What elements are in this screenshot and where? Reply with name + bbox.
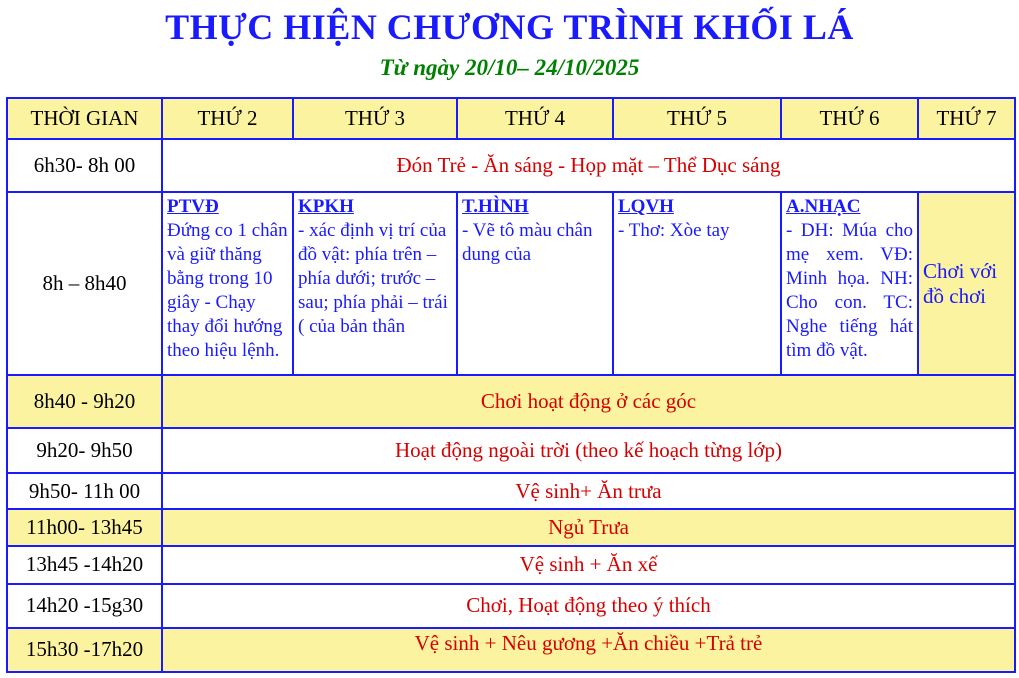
- header-wed: THỨ 4: [457, 98, 613, 139]
- table-row: [7, 473, 1015, 509]
- time-cell: 8h40 - 9h20: [7, 375, 162, 428]
- activity-cell: Ngủ Trưa: [162, 509, 1015, 545]
- lesson-detail: - DH: Múa cho mẹ xem. VĐ: Minh họa. NH: Cho con. TC: Nghe tiếng hát tìm đồ vật.: [786, 220, 913, 362]
- lesson-detail: - Vẽ tô màu chân dung của: [462, 220, 593, 266]
- time-cell: 9h50- 11h 00: [7, 473, 162, 509]
- header-tue: THỨ 3: [293, 98, 457, 139]
- schedule-table: [6, 97, 1016, 673]
- header-sat: THỨ 7: [918, 98, 1015, 139]
- time-cell: 9h20- 9h50: [7, 428, 162, 473]
- header-fri: THỨ 6: [781, 98, 918, 139]
- time-cell: 11h00- 13h45: [7, 509, 162, 545]
- lesson-thu: [613, 192, 781, 375]
- lesson-row: [7, 192, 1015, 375]
- activity-cell: Vệ sinh + Ăn xế: [162, 546, 1015, 584]
- lesson-sat: Chơi với đồ chơi: [918, 192, 1015, 375]
- header-mon: THỨ 2: [162, 98, 293, 139]
- lesson-subject: PTVĐ: [167, 196, 219, 218]
- lesson-subject: LQVH: [618, 196, 674, 218]
- table-row: [7, 428, 1015, 473]
- table-row: [7, 546, 1015, 584]
- time-cell: 14h20 -15g30: [7, 584, 162, 628]
- lesson-detail: Đứng co 1 chân và giữ thăng bằng trong 10 giây - Chạy thay đổi hướng theo hiệu lệnh.: [167, 220, 288, 362]
- header-row: [7, 98, 1015, 139]
- page-title: THỰC HIỆN CHƯƠNG TRÌNH KHỐI LÁ: [165, 7, 854, 47]
- lesson-fri: [781, 192, 918, 375]
- table-row: [7, 584, 1015, 628]
- lesson-subject: A.NHẠC: [786, 196, 861, 218]
- lesson-wed: [457, 192, 613, 375]
- activity-cell: Chơi hoạt động ở các góc: [162, 375, 1015, 428]
- activity-cell: Vệ sinh+ Ăn trưa: [162, 473, 1015, 509]
- activity-cell: Chơi, Hoạt động theo ý thích: [162, 584, 1015, 628]
- table-row: [7, 628, 1015, 672]
- header-thu: THỨ 5: [613, 98, 781, 139]
- lesson-mon: [162, 192, 293, 375]
- activity-cell: Vệ sinh + Nêu gương +Ăn chiều +Trả trẻ: [162, 628, 1015, 672]
- time-cell: 15h30 -17h20: [7, 628, 162, 672]
- time-cell: 6h30- 8h 00: [7, 139, 162, 192]
- table-row: [7, 375, 1015, 428]
- lesson-detail: - Thơ: Xòe tay: [618, 220, 730, 242]
- time-cell: 8h – 8h40: [7, 192, 162, 375]
- header-time: THỜI GIAN: [7, 98, 162, 139]
- lesson-subject: T.HÌNH: [462, 196, 529, 218]
- lesson-subject: KPKH: [298, 196, 354, 218]
- lesson-tue: [293, 192, 457, 375]
- activity-cell: Hoạt động ngoài trời (theo kế hoạch từng lớp): [162, 428, 1015, 473]
- table-row: [7, 509, 1015, 545]
- time-cell: 13h45 -14h20: [7, 546, 162, 584]
- lesson-detail: - xác định vị trí của đồ vật: phía trên – phía dưới; trước – sau; phía phải – trái ( của bản thân: [298, 220, 448, 338]
- date-range: Từ ngày 20/10– 24/10/2025: [379, 55, 640, 80]
- table-row: [7, 139, 1015, 192]
- activity-cell: Đón Trẻ - Ăn sáng - Họp mặt – Thể Dục sáng: [162, 139, 1015, 192]
